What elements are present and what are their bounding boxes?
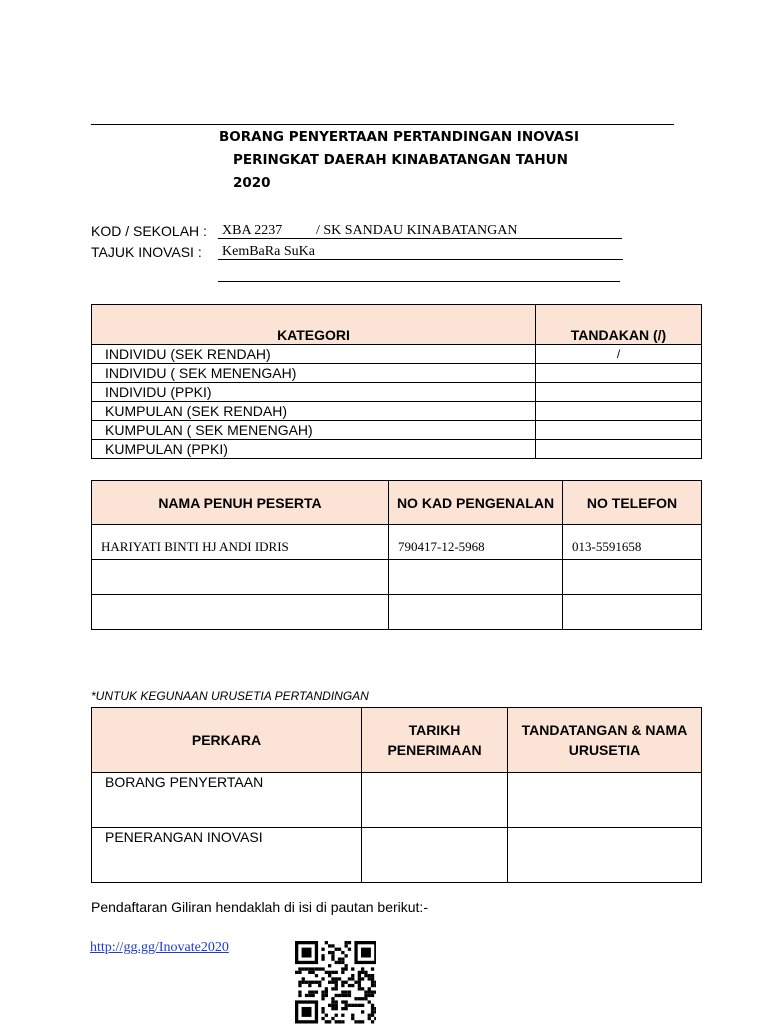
tandatangan-cell[interactable] — [508, 773, 702, 828]
tarikh-cell[interactable] — [362, 828, 508, 883]
kategori-label: KUMPULAN ( SEK MENENGAH) — [92, 421, 536, 440]
kod-sekolah-label: KOD / SEKOLAH : — [91, 223, 207, 239]
nama-cell[interactable] — [92, 595, 389, 630]
kategori-label: KUMPULAN (PPKI) — [92, 440, 536, 459]
title-line-2: PERINGKAT DAERAH KINABATANGAN TAHUN — [233, 152, 568, 168]
table-row — [92, 525, 702, 560]
form-title — [219, 126, 619, 195]
perkara-header: PERKARA — [92, 708, 362, 773]
tajuk-inovasi-value: KemBaRa SuKa — [222, 244, 315, 259]
school-name-value: / SK SANDAU KINABATANGAN — [316, 223, 518, 238]
tandakan-header: TANDAKAN (/) — [536, 305, 702, 345]
kod-sekolah-field[interactable] — [218, 223, 622, 239]
table-row — [92, 402, 702, 421]
tajuk-inovasi-field[interactable] — [218, 244, 623, 260]
tarikh-header: TARIKH PENERIMAAN — [362, 708, 508, 773]
ic-cell[interactable] — [389, 560, 563, 595]
ic-cell[interactable]: 790417-12-5968 — [389, 525, 563, 560]
tajuk-inovasi-label: TAJUK INOVASI : — [91, 244, 202, 260]
perkara-cell: PENERANGAN INOVASI — [92, 828, 362, 883]
qr-code-graphic — [295, 941, 376, 1024]
tandakan-cell[interactable] — [536, 383, 702, 402]
table-row — [92, 421, 702, 440]
kod-code-value: XBA 2237 — [222, 223, 283, 238]
qr-code-icon[interactable] — [295, 941, 376, 1024]
table-row — [92, 560, 702, 595]
tandakan-cell[interactable] — [536, 402, 702, 421]
title-line-1: BORANG PENYERTAAN PERTANDINGAN INOVASI — [219, 129, 579, 145]
table-row — [92, 595, 702, 630]
footer-instruction: Pendaftaran Giliran hendaklah di isi di pautan berikut:- — [91, 899, 428, 915]
table-row — [92, 383, 702, 402]
telefon-header: NO TELEFON — [563, 481, 702, 525]
tandakan-cell[interactable] — [536, 440, 702, 459]
tandakan-cell[interactable] — [536, 421, 702, 440]
telefon-cell[interactable] — [563, 560, 702, 595]
kategori-table — [91, 304, 702, 459]
table-row — [92, 345, 702, 364]
tandatangan-cell[interactable] — [508, 828, 702, 883]
telefon-cell[interactable] — [563, 595, 702, 630]
telefon-cell[interactable]: 013-5591658 — [563, 525, 702, 560]
urusetia-note: *UNTUK KEGUNAAN URUSETIA PERTANDINGAN — [91, 689, 369, 703]
kategori-label: INDIVIDU ( SEK MENENGAH) — [92, 364, 536, 383]
kategori-label: INDIVIDU (PPKI) — [92, 383, 536, 402]
tajuk-inovasi-row — [91, 244, 315, 260]
tarikh-cell[interactable] — [362, 773, 508, 828]
table-row — [92, 828, 702, 883]
ic-cell[interactable] — [389, 595, 563, 630]
table-row — [92, 440, 702, 459]
kategori-header: KATEGORI — [92, 305, 536, 345]
tandatangan-header: TANDATANGAN & NAMA URUSETIA — [508, 708, 702, 773]
perkara-cell: BORANG PENYERTAAN — [92, 773, 362, 828]
kod-sekolah-row — [91, 223, 518, 239]
registration-link[interactable]: http://gg.gg/Inovate2020 — [90, 940, 229, 955]
peserta-table — [91, 480, 702, 630]
urusetia-table — [91, 707, 702, 883]
ic-header: NO KAD PENGENALAN — [389, 481, 563, 525]
top-rule — [91, 124, 674, 125]
table-row — [92, 364, 702, 383]
tandakan-cell[interactable] — [536, 364, 702, 383]
nama-cell[interactable]: HARIYATI BINTI HJ ANDI IDRIS — [92, 525, 389, 560]
tajuk-inovasi-continuation-line[interactable] — [218, 281, 620, 282]
tandakan-cell[interactable]: / — [536, 345, 702, 364]
table-row — [92, 773, 702, 828]
nama-header: NAMA PENUH PESERTA — [92, 481, 389, 525]
title-line-3: 2020 — [233, 175, 271, 191]
kategori-label: INDIVIDU (SEK RENDAH) — [92, 345, 536, 364]
kategori-label: KUMPULAN (SEK RENDAH) — [92, 402, 536, 421]
nama-cell[interactable] — [92, 560, 389, 595]
